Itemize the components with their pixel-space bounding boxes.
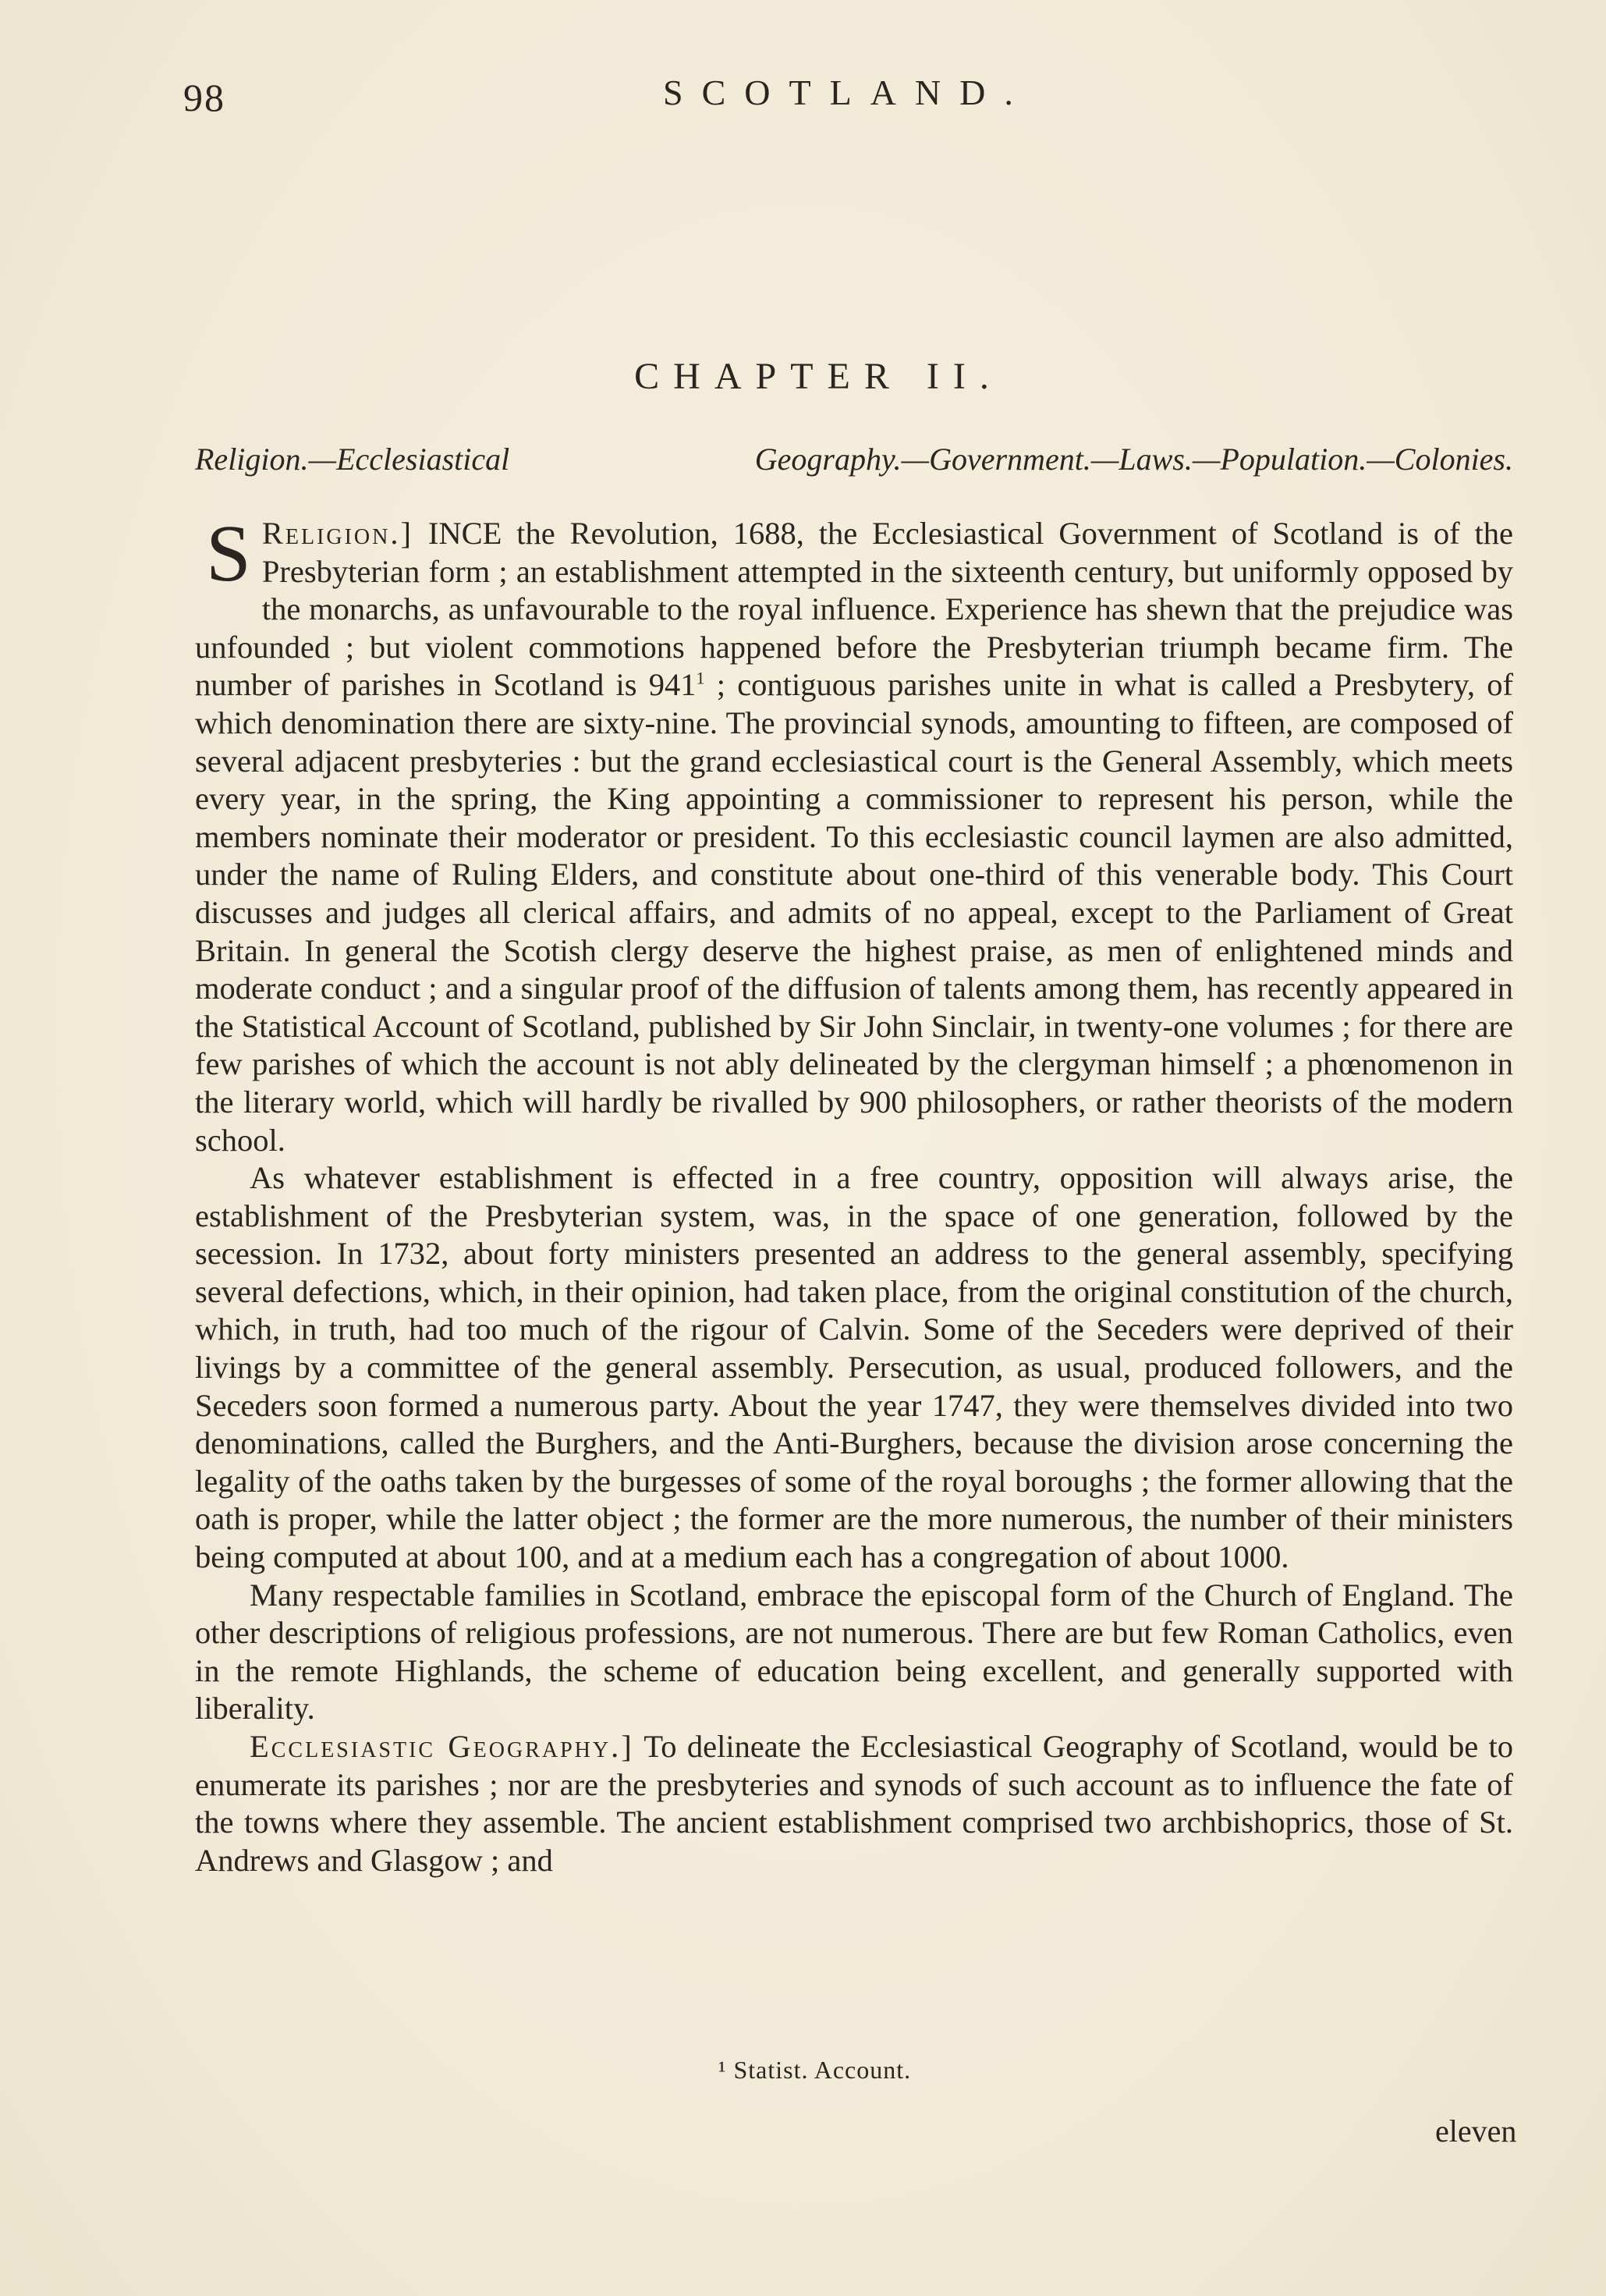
catchword: eleven bbox=[1435, 2113, 1517, 2149]
paragraph-text: INCE the Revolution, 1688, the Ecclesiastical Government of Scotland is of the Presbyterian form ; an establishment attempted in the sixteenth century, but uniformly opposed by the monarchs, as unfavourable to the royal influence. Experience has shewn that the prejudice was unfounded ; but violent commotions happened before the Presbyterian triumph became firm. The number of parishes in Scotland is 941 bbox=[195, 516, 1514, 703]
body-text bbox=[195, 509, 1514, 1879]
chapter-subtitle: Religion.—Ecclesiastical Geography.—Government.—Laws.—Population.—Colonies. bbox=[195, 442, 1513, 477]
side-heading-religion: Religion.] bbox=[261, 516, 413, 551]
paragraph-text: ; contiguous parishes unite in what is called a Presbytery, of which denomination there are sixty-nine. The provincial synods, amounting to fifteen, are composed of several adjacent presbyteries : but the grand ecclesiastical court is the General Assembly, which meets every year, in the spring, the King appointing a commissioner to represent his person, while the members nominate their moderator or president. To this ecclesiastic council laymen are also admitted, under the name of Ruling Elders, and constitute about one-third of this venerable body. This Court discusses and judges all clerical affairs, and admits of no appeal, except to the Parliament of Great Britain. In general the Scotish clergy deserve the highest praise, as men of enlightened minds and moderate conduct ; and a singular proof of the diffusion of talents among them, has recently appeared in the Statistical Account of Scotland, published by Sir John Sinclair, in twenty-one volumes ; for there are few parishes of which the account is not ably delineated by the clergyman himself ; a phœnomenon in the literary world, which will hardly be rivalled by 900 philosophers, or rather theorists of the modern school. bbox=[195, 667, 1513, 1158]
running-title: SCOTLAND. bbox=[663, 73, 1032, 112]
paragraph-ecclesiastic-geography bbox=[195, 1728, 1513, 1879]
side-heading-ecclesiastic-geography: Ecclesiastic Geography.] bbox=[250, 1729, 634, 1764]
chapter-title: CHAPTER II. bbox=[634, 356, 1003, 397]
footnote-ref: 1 bbox=[696, 668, 705, 688]
paragraph-secession: As whatever establishment is effected in a free country, opposition will always arise, the establishment of the Presbyterian system, was, in the space of one generation, followed by the secession. In 1732, about forty ministers presented an address to the general assembly, specifying several defections, which, in their opinion, had taken place, from the original constitution of the church, which, in truth, had too much of the rigour of Calvin. Some of the Seceders were deprived of their livings by a committee of the general assembly. Persecution, as usual, produced followers, and the Seceders soon formed a numerous party. About the year 1747, they were themselves divided into two denominations, called the Burghers, and the Anti-Burghers, because the division arose concerning the legality of the oaths taken by the burgesses of some of the royal boroughs ; the former allowing that the oath is proper, while the latter object ; the former are the more numerous, the number of their ministers being computed at about 100, and at a medium each has a congregation of about 1000. bbox=[195, 1160, 1513, 1575]
drop-cap: S bbox=[206, 509, 251, 598]
running-head bbox=[0, 72, 1606, 126]
paragraph-episcopal: Many respectable families in Scotland, embrace the episcopal form of the Church of England. The other descriptions of religious professions, are not numerous. There are but few Roman Catholics, even in the remote Highlands, the scheme of education being excellent, and generally supported with liberality. bbox=[195, 1577, 1513, 1726]
page-number: 98 bbox=[183, 76, 225, 119]
paragraph-text: To delineate the Ecclesiastical Geography of Scotland, would be to enumerate its parishes ; nor are the presbyteries and synods of such account as to influence the fate of the towns where they assemble. The ancient establishment comprised two archbishoprics, those of St. Andrews and Glasgow ; and bbox=[195, 1729, 1514, 1878]
paragraph-religion bbox=[195, 509, 1514, 1159]
footnote: ¹ Statist. Account. bbox=[718, 2056, 912, 2084]
